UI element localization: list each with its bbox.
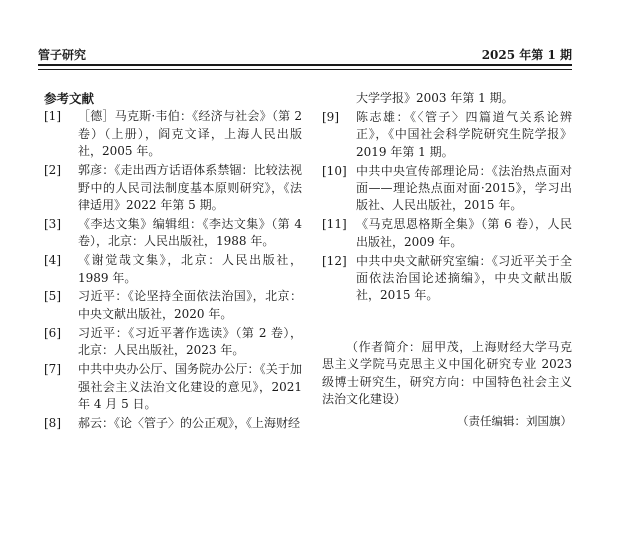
reference-number: [12] <box>322 253 347 268</box>
reference-item <box>44 361 302 413</box>
reference-text: 陈志雄：《〈管子〉四篇道气关系论辨正》，《中国社会科学院研究生院学报》2019 年第 1 期。 <box>356 109 572 159</box>
reference-text: 郭彦：《走出西方话语体系禁锢：比较法视野中的人民司法制度基本原则研究》，《法律适用》2022 年第 5 期。 <box>78 163 302 212</box>
reference-number: [4] <box>44 253 61 268</box>
reference-item <box>44 252 302 287</box>
reference-item <box>44 162 302 214</box>
reference-number: [7] <box>44 362 61 377</box>
reference-list-left <box>44 108 302 432</box>
references-title: 参考文献 <box>44 91 95 106</box>
reference-text: ［德］马克斯·韦伯：《经济与社会》（第 2 卷）（上册），阎克文译，上海人民出版社，2005 年。 <box>78 109 302 159</box>
reference-text: 中共中央文献研究室编：《习近平关于全面依法治国论述摘编》，中央文献出版社，2015 年。 <box>356 253 572 303</box>
reference-item <box>44 325 302 360</box>
reference-list-right <box>322 109 572 305</box>
reference-item <box>44 216 302 251</box>
reference-item <box>322 109 572 161</box>
header-rule-thin <box>38 69 572 70</box>
right-column <box>322 90 572 430</box>
reference-number: [1] <box>44 109 61 124</box>
reference-text: 《谢觉哉文集》，北京：人民出版社，1989 年。 <box>78 253 302 285</box>
responsible-editor: （责任编辑：刘国旗） <box>457 413 572 428</box>
reference-number: [9] <box>322 109 339 124</box>
header-rule-thick <box>38 64 572 66</box>
reference-text: 习近平：《习近平著作选读》（第 2 卷），北京：人民出版社，2023 年。 <box>78 325 302 358</box>
reference-number: [11] <box>322 217 347 232</box>
reference-continuation-text: 大学学报》2003 年第 1 期。 <box>356 91 514 105</box>
reference-continuation <box>322 90 572 107</box>
reference-number: [2] <box>44 163 61 178</box>
reference-text: 《马克思恩格斯全集》（第 6 卷），人民出版社，2009 年。 <box>356 217 572 249</box>
reference-text: 习近平：《论坚持全面依法治国》，北京：中央文献出版社，2020 年。 <box>78 289 302 321</box>
reference-number: [5] <box>44 289 61 304</box>
reference-item <box>322 216 572 251</box>
reference-number: [10] <box>322 163 347 178</box>
reference-number: [6] <box>44 325 61 340</box>
author-bio: （作者简介：屈甲茂，上海财经大学马克思主义学院马克思主义中国化研究专业 2023 级博士研究生，研究方向：中国特色社会主义法治文化建设） <box>322 339 572 407</box>
reference-item <box>322 163 572 215</box>
reference-text: 《李达文集》编辑组：《李达文集》（第 4 卷），北京：人民出版社，1988 年。 <box>78 216 302 249</box>
reference-item <box>44 415 302 432</box>
reference-item <box>322 253 572 305</box>
page-header <box>38 44 572 64</box>
reference-text: 郝云：《论〈管子〉的公正观》，《上海财经 <box>78 415 301 430</box>
left-column <box>44 90 302 434</box>
issue-number: 2025 年第 1 期 <box>481 48 572 62</box>
reference-item <box>44 288 302 323</box>
reference-item <box>44 108 302 160</box>
reference-text: 中共中央宣传部理论局：《法治热点面对面——理论热点面对面·2015》，学习出版社、人民出版社，2015 年。 <box>356 163 572 213</box>
reference-text: 中共中央办公厅、国务院办公厅：《关于加强社会主义法治文化建设的意见》，2021 年 4 月 5 日。 <box>78 362 302 411</box>
reference-number: [8] <box>44 415 61 430</box>
journal-name: 管子研究 <box>38 48 87 62</box>
reference-number: [3] <box>44 216 61 231</box>
